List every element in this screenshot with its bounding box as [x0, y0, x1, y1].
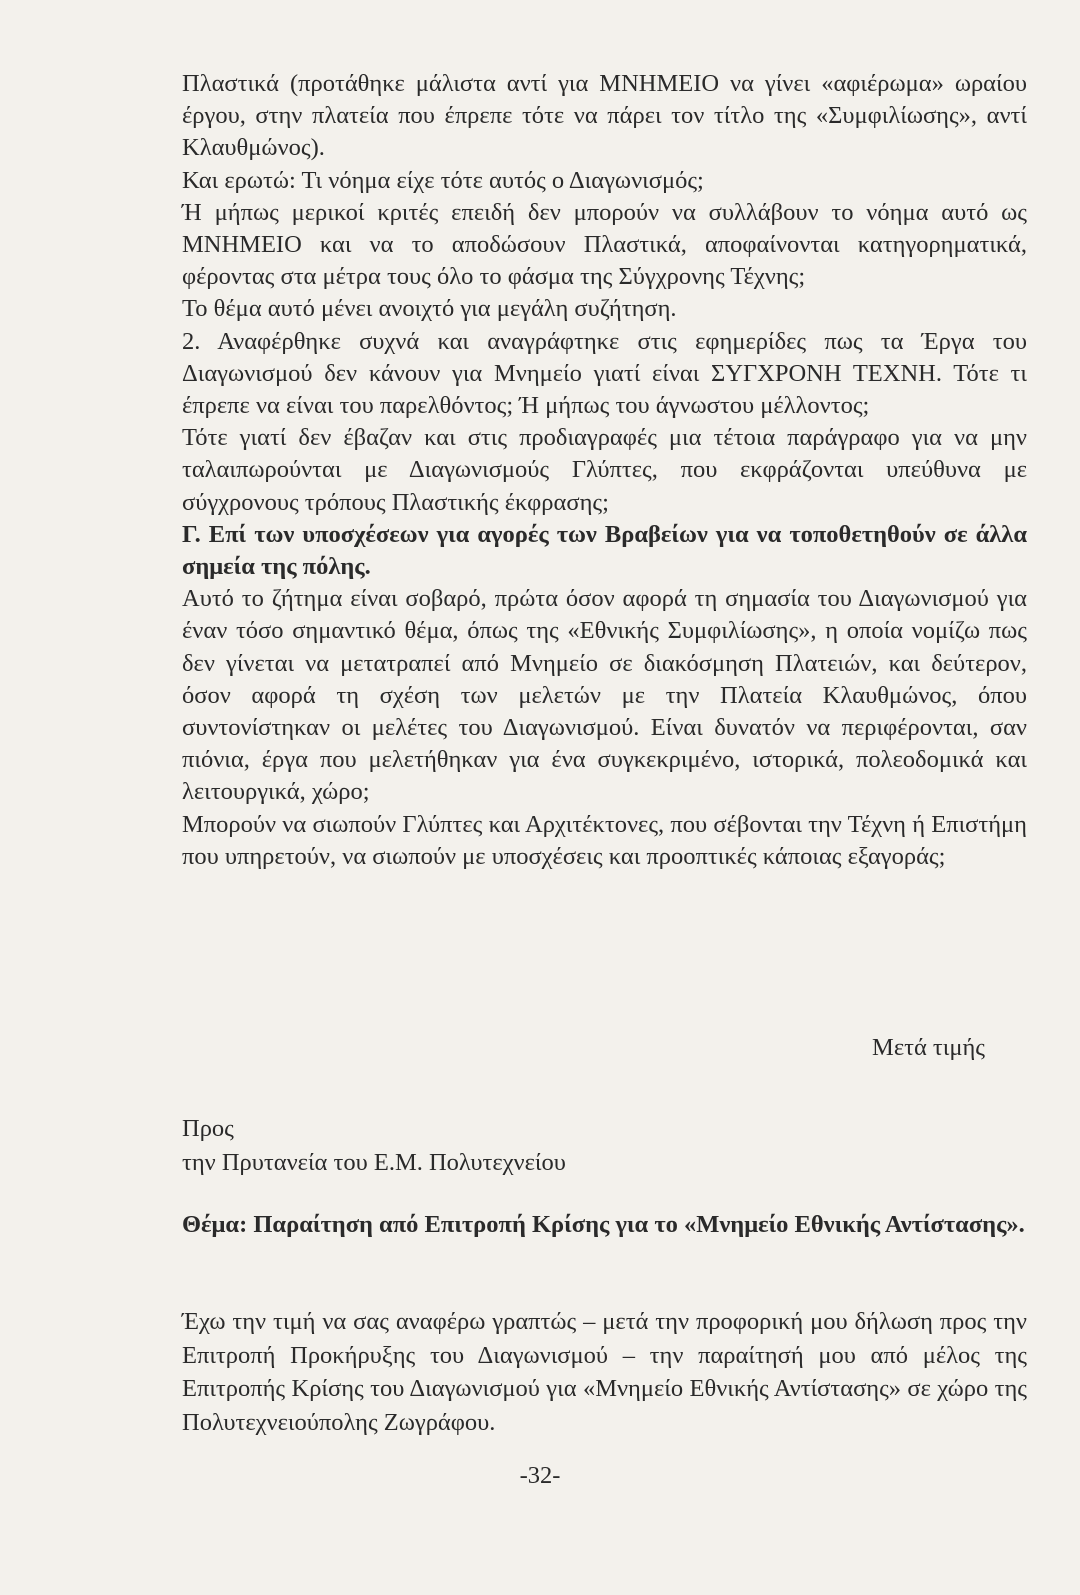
- page-body: [182, 68, 1027, 873]
- paragraph-open-topic: Το θέμα αυτό μένει ανοιχτό για μεγάλη συζήτηση.: [182, 295, 677, 323]
- address-line-1: Προς: [182, 1115, 234, 1142]
- page-number: -32-: [519, 1462, 561, 1489]
- paragraph-specifications: Τότε γιατί δεν έβαζαν και στις προδιαγραφές μια τέτοια παράγραφο για να μην ταλαιπωρούνται με Διαγωνισμούς Γλύπτες, που εκφράζονται υπεύθυνα με σύγχρονους τρόπους Πλαστικής έκφρασης;: [182, 424, 1027, 516]
- paragraph-plastika: Πλαστικά (προτάθηκε μάλιστα αντί για ΜΝΗΜΕΙΟ να γίνει «αφιέρωμα» ωραίου έργου, στην πλατεία που έπρεπε τότε να πάρει τον τίτλο της «Συμφιλίωσης», αντί Κλαυθμώνος).: [182, 70, 1027, 162]
- paragraph-silence: Μπορούν να σιωπούν Γλύπτες και Αρχιτέκτονες, που σέβονται την Τέχνη ή Επιστήμη που υπηρετούν, να σιωπούν με υποσχέσεις και προοπτικές κάποιας εξαγοράς;: [182, 810, 1027, 870]
- resignation-letter-body: Έχω την τιμή να σας αναφέρω γραπτώς – μετά την προφορική μου δήλωση προς την Επιτροπή Προκήρυξης του Διαγωνισμού – την παραίτησή μου από μέλος της Επιτροπής Κρίσης του Διαγωνισμού για «Μνημείο Εθνικής Αντίστασης» σε χώρο της Πολυτεχνειούπολης Ζωγράφου.: [182, 1308, 1027, 1436]
- paragraph-critics: Ή μήπως μερικοί κριτές επειδή δεν μπορούν να συλλάβουν το νόημα αυτό ως ΜΝΗΜΕΙΟ και να το αποδώσουν Πλαστικά, αποφαίνονται κατηγορηματικά, φέροντας στα μέτρα τους όλο το φάσμα της Σύγχρονης Τέχνης;: [182, 198, 1027, 291]
- address-block: [182, 1112, 566, 1180]
- signoff: Μετά τιμής: [872, 1034, 985, 1061]
- section-heading-g: [182, 519, 1027, 583]
- paragraph-question: Και ερωτώ: Τι νόημα είχε τότε αυτός ο Διαγωνισμός;: [182, 166, 704, 194]
- address-line-2: την Πρυτανεία του Ε.Μ. Πολυτεχνείου: [182, 1149, 566, 1176]
- section-label: Γ.: [182, 520, 201, 548]
- paragraph-serious-issue: Αυτό το ζήτημα είναι σοβαρό, πρώτα όσον αφορά τη σημασία του Διαγωνισμού για έναν τόσο σημαντικό θέμα, όπως της «Εθνικής Συμφιλίωσης», η οποία νομίζω πως δεν γίνεται να μετατραπεί από Μνημείο σε διακόσμηση Πλατειών, και δεύτερον, όσον αφορά τη σχέση των μελετών με την Πλατεία Κλαυθμώνος, όπου συντονίστηκαν οι μελέτες του Διαγωνισμού. Είναι δυνατόν να περιφέρονται, σαν πιόνια, έργα που μελετήθηκαν για ένα συγκεκριμένο, ιστορικά, πολεοδομικά και λειτουργικά, χώρο;: [182, 585, 1027, 806]
- paragraph-point-2: 2. Αναφέρθηκε συχνά και αναγράφτηκε στις εφημερίδες πως τα Έργα του Διαγωνισμού δεν κάνουν για Μνημείο γιατί είναι ΣΥΓΧΡΟΝΗ ΤΕΧΝΗ. Τότε τι έπρεπε να είναι του παρελθόντος; Ή μήπως του άγνωστου μέλλοντος;: [182, 327, 1027, 420]
- section-title: Επί των υποσχέσεων για αγορές των Βραβείων για να τοποθετηθούν σε άλλα σημεία της πόλης.: [182, 520, 1027, 581]
- subject-line: Θέμα: Παραίτηση από Επιτροπή Κρίσης για το «Μνημείο Εθνικής Αντίστασης».: [182, 1211, 1025, 1238]
